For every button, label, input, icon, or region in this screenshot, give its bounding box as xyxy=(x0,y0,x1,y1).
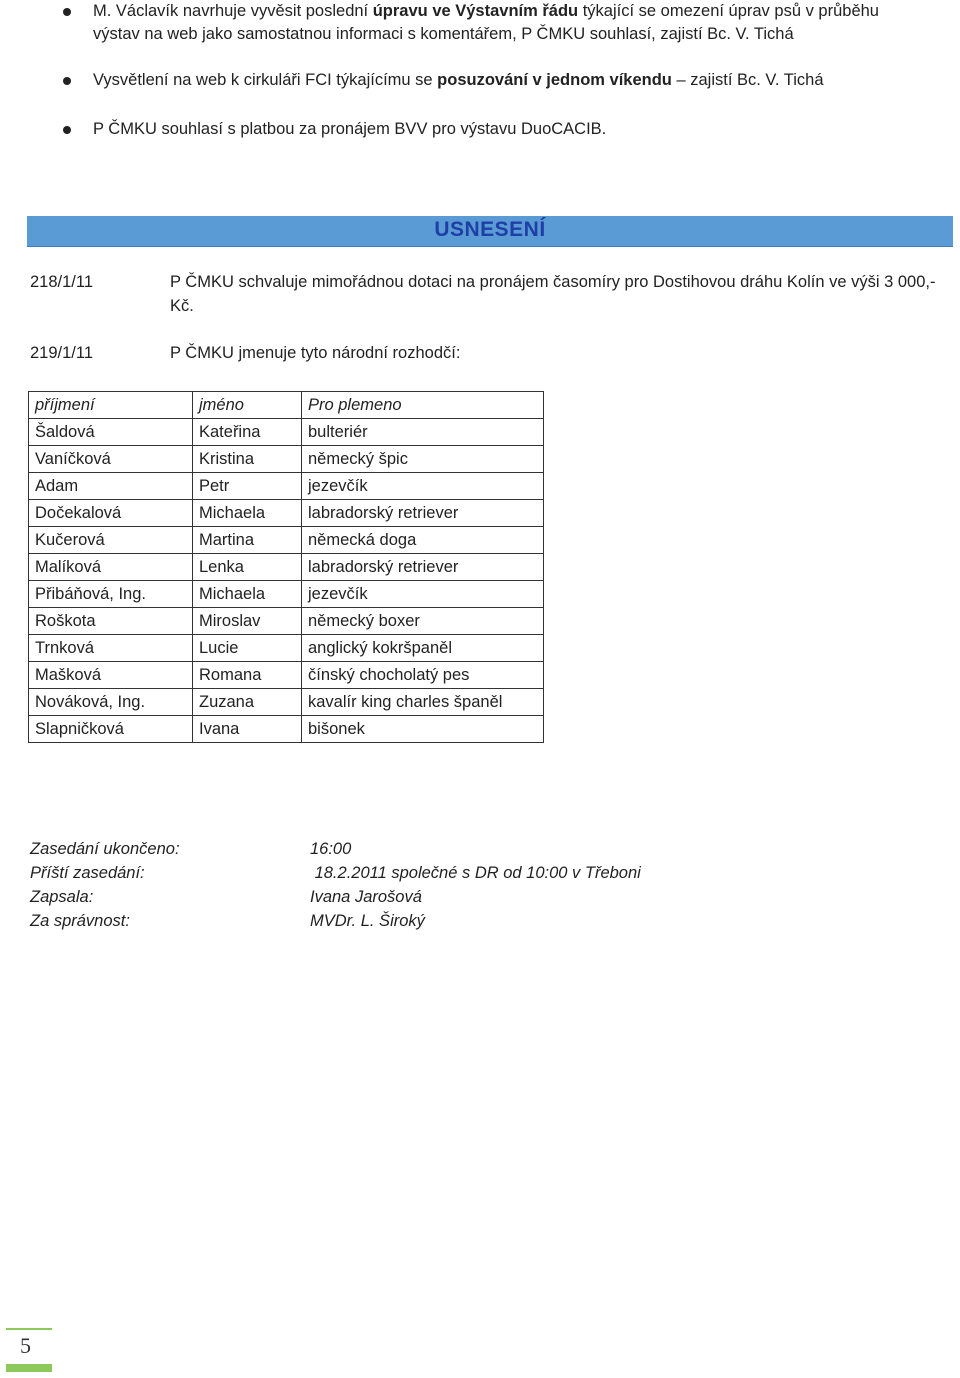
bullet-text-part: týkající se omezení úprav psů v průběhu xyxy=(578,2,879,20)
table-row xyxy=(29,554,544,581)
bullet-text-part: Vysvětlení na web k cirkuláři FCI týkajícímu se xyxy=(93,71,438,89)
cell-breed: labradorský retriever xyxy=(302,554,544,581)
table-row xyxy=(29,473,544,500)
usneseni-header-bar xyxy=(27,216,953,247)
cell-surname: Trnková xyxy=(29,635,193,662)
table-row xyxy=(29,608,544,635)
bullet-text xyxy=(93,69,955,92)
cell-surname: Adam xyxy=(29,473,193,500)
cell-firstname: Ivana xyxy=(193,716,302,743)
footer-row xyxy=(30,840,730,864)
table-row xyxy=(29,419,544,446)
cell-surname: Malíková xyxy=(29,554,193,581)
cell-surname: Slapničková xyxy=(29,716,193,743)
table-row xyxy=(29,716,544,743)
cell-firstname: Lucie xyxy=(193,635,302,662)
bullet-bold-text: posuzování v jednom víkendu xyxy=(437,71,672,89)
footer-row xyxy=(30,864,730,888)
table-row xyxy=(29,500,544,527)
cell-breed: anglický kokršpaněl xyxy=(302,635,544,662)
resolution-text: P ČMKU schvaluje mimořádnou dotaci na pronájem časomíry pro Dostihovou dráhu Kolín ve výši 3 000,- Kč. xyxy=(170,273,936,315)
bullet-dot-icon xyxy=(63,77,71,85)
cell-breed: německý boxer xyxy=(302,608,544,635)
cell-breed: labradorský retriever xyxy=(302,500,544,527)
cell-surname: Přibáňová, Ing. xyxy=(29,581,193,608)
bullet-bold-text: úpravu ve Výstavním řádu xyxy=(372,2,579,20)
cell-surname: Dočekalová xyxy=(29,500,193,527)
table-row xyxy=(29,662,544,689)
table-row xyxy=(29,527,544,554)
footer-label: Příští zasedání: xyxy=(30,864,145,882)
cell-surname: Kučerová xyxy=(29,527,193,554)
judges-table xyxy=(28,391,544,743)
footer-row xyxy=(30,912,730,936)
cell-firstname: Michaela xyxy=(193,581,302,608)
cell-surname: Roškota xyxy=(29,608,193,635)
cell-breed: bulteriér xyxy=(302,419,544,446)
cell-firstname: Lenka xyxy=(193,554,302,581)
cell-firstname: Kateřina xyxy=(193,419,302,446)
bullet-dot-icon xyxy=(63,126,71,134)
table-row xyxy=(29,446,544,473)
cell-firstname: Michaela xyxy=(193,500,302,527)
cell-breed: jezevčík xyxy=(302,473,544,500)
bullet-text-part: – zajistí Bc. V. Tichá xyxy=(671,71,824,89)
footer-value: 16:00 xyxy=(310,840,352,858)
footer-label: Za správnost: xyxy=(30,912,130,930)
cell-surname: Nováková, Ing. xyxy=(29,689,193,716)
resolution-number: 218/1/11 xyxy=(30,273,94,291)
page-number: 5 xyxy=(20,1333,31,1358)
cell-surname: Mašková xyxy=(29,662,193,689)
bullet-text-part: výstav na web jako samostatnou informaci s komentářem, P ČMKU souhlasí, zajistí Bc. V. Tichá xyxy=(93,25,794,43)
column-header-breed: Pro plemeno xyxy=(302,392,544,419)
footer-label: Zapsala: xyxy=(30,888,94,906)
cell-firstname: Zuzana xyxy=(193,689,302,716)
resolution-number: 219/1/11 xyxy=(30,344,94,362)
table-row xyxy=(29,581,544,608)
footer-row xyxy=(30,888,730,912)
page-number-bar xyxy=(6,1364,52,1372)
page-number-rule xyxy=(6,1328,52,1330)
cell-breed: německý špic xyxy=(302,446,544,473)
cell-firstname: Martina xyxy=(193,527,302,554)
column-header-surname: příjmení xyxy=(29,392,193,419)
footer-value: Ivana Jarošová xyxy=(310,888,422,906)
cell-firstname: Kristina xyxy=(193,446,302,473)
cell-breed: jezevčík xyxy=(302,581,544,608)
cell-firstname: Romana xyxy=(193,662,302,689)
footer-value: MVDr. L. Široký xyxy=(310,912,425,930)
footer-value: 18.2.2011 společné s DR od 10:00 v Třeboni xyxy=(310,864,641,882)
cell-breed: německá doga xyxy=(302,527,544,554)
usneseni-title: USNESENÍ xyxy=(434,218,546,241)
cell-firstname: Petr xyxy=(193,473,302,500)
cell-firstname: Miroslav xyxy=(193,608,302,635)
cell-surname: Vaníčková xyxy=(29,446,193,473)
table-row xyxy=(29,635,544,662)
footer-label: Zasedání ukončeno: xyxy=(30,840,180,858)
cell-breed: čínský chocholatý pes xyxy=(302,662,544,689)
cell-breed: kavalír king charles španěl xyxy=(302,689,544,716)
bullet-text xyxy=(93,0,955,46)
cell-surname: Šaldová xyxy=(29,419,193,446)
table-row xyxy=(29,689,544,716)
cell-breed: bišonek xyxy=(302,716,544,743)
bullet-text: P ČMKU souhlasí s platbou za pronájem BVV pro výstavu DuoCACIB. xyxy=(93,120,607,138)
bullet-dot-icon xyxy=(63,8,71,16)
bullet-text-part: M. Václavík navrhuje vyvěsit poslední xyxy=(93,2,373,20)
resolution-text: P ČMKU jmenuje tyto národní rozhodčí: xyxy=(170,344,461,362)
table-header-row xyxy=(29,392,544,419)
column-header-firstname: jméno xyxy=(193,392,302,419)
